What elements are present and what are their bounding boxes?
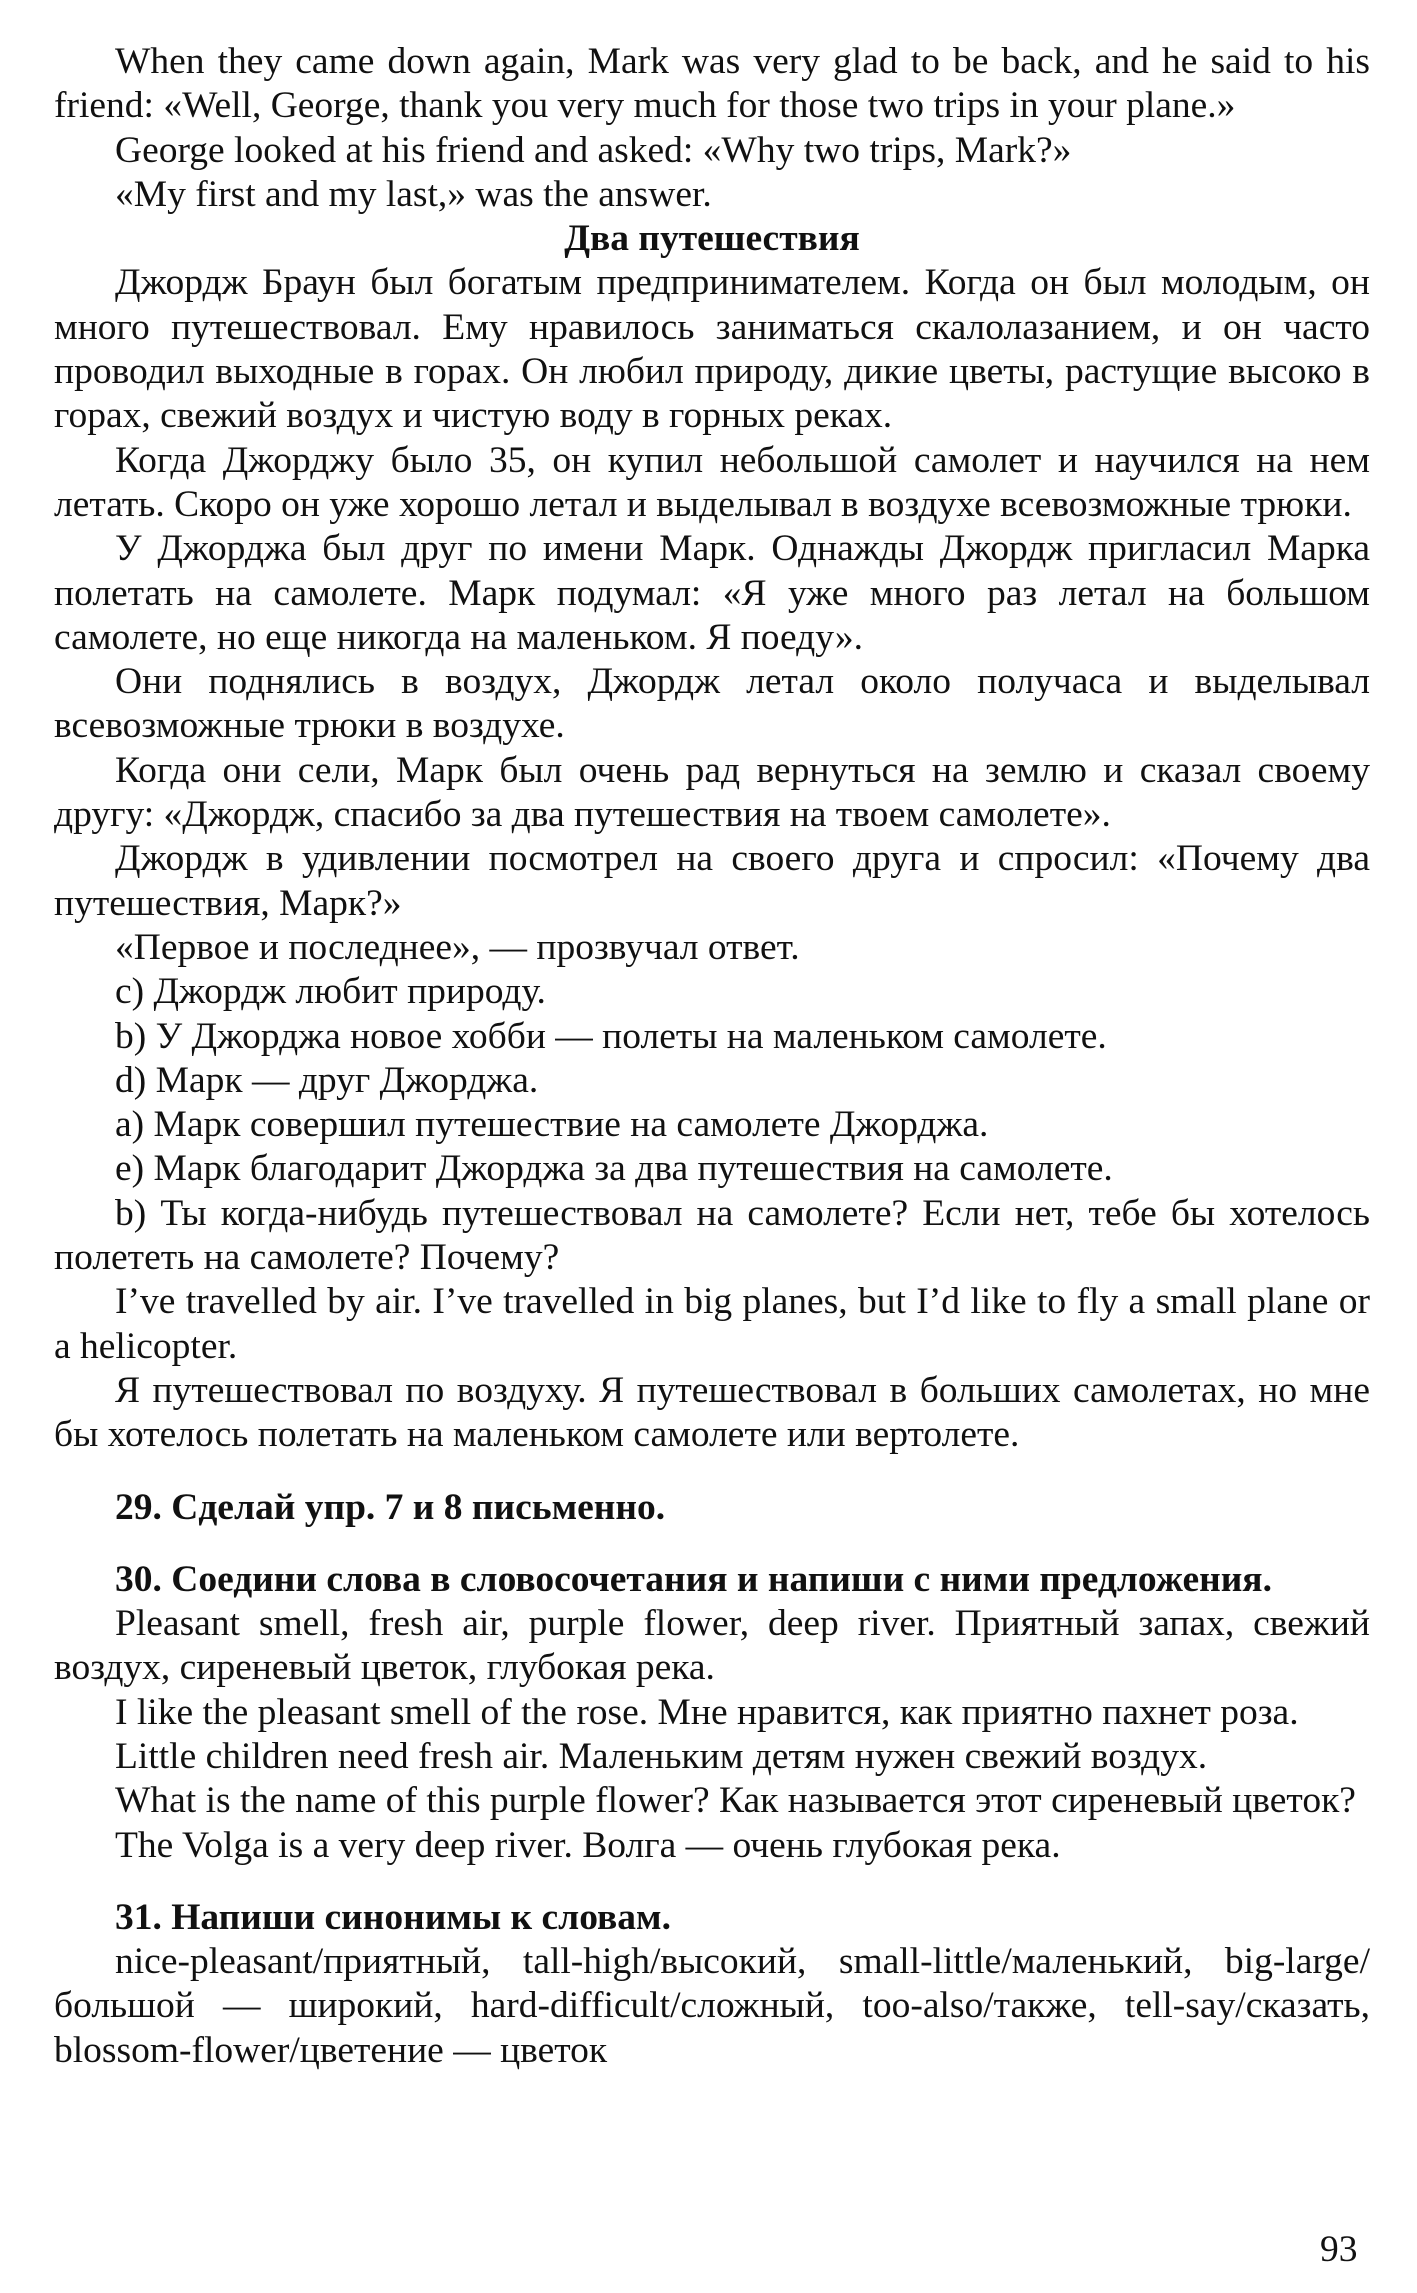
translation-paragraph: «Первое и последнее», — прозвучал ответ. (115, 926, 800, 968)
translation-paragraph: Джордж в удивлении посмотрел на своего друга и спросил: «Почему два путешествия, Марк?» (54, 838, 1370, 924)
page-content (54, 40, 1370, 2073)
task-30-line: I like the pleasant smell of the rose. Мне нравится, как приятно пахнет роза. (115, 1691, 1299, 1733)
answer-line: I’ve travelled by air. I’ve travelled in big planes, but I’d like to fly a small plane or a helicopter. (54, 1281, 1370, 1367)
answer-line: a) Марк совершил путешествие на самолете Джорджа. (115, 1104, 989, 1146)
answer-line: c) Джордж любит природу. (115, 971, 546, 1013)
task-29-heading: 29. Сделай упр. 7 и 8 письменно. (115, 1486, 666, 1528)
task-30-line: What is the name of this purple flower? Как называется этот сиреневый цветок? (115, 1780, 1356, 1822)
answer-line: Я путешествовал по воздуху. Я путешествовал в больших самолетах, но мне бы хотелось полетать на маленьком самолете или вертолете. (54, 1369, 1370, 1456)
task-30-heading: 30. Соедини слова в словосочетания и напиши с ними предложения. (115, 1558, 1272, 1600)
task-31-text: nice-pleasant/приятный, tall-high/высокий, small-little/маленький, big-large/большой — широкий, hard-difficult/сложный, too-also/также, tell-say/сказать, blossom-flower/цветение — цветок (54, 1941, 1370, 2071)
task-30-line: The Volga is a very deep river. Волга — очень глубокая река. (115, 1824, 1061, 1866)
translation-paragraph: Они поднялись в воздух, Джордж летал около получаса и выделывал всевозможные трюки в воздухе. (54, 661, 1370, 747)
translation-paragraph: Когда Джорджу было 35, он купил небольшой самолет и научился на нем летать. Скоро он уже хорошо летал и выделывал в воздухе всевозможные трюки. (54, 439, 1370, 525)
answer-line: e) Марк благодарит Джорджа за два путешествия на самолете. (115, 1148, 1113, 1190)
translation-paragraph: У Джорджа был друг по имени Марк. Однажды Джордж пригласил Марка полетать на самолете. Марк подумал: «Я уже много раз летал на большом самолете, но еще никогда на маленьком. Я поеду». (54, 528, 1370, 658)
translation-title: Два путешествия (564, 218, 860, 260)
story-paragraph: When they came down again, Mark was very glad to be back, and he said to his friend: «Well, George, thank you very much for those two trips in your plane.» (54, 41, 1370, 127)
answer-line: d) Марк — друг Джорджа. (115, 1059, 539, 1101)
story-paragraph: George looked at his friend and asked: «Why two trips, Mark?» (115, 129, 1072, 171)
page-number: 93 (1320, 2229, 1358, 2270)
translation-paragraph: Джордж Браун был богатым предпринимателем. Когда он был молодым, он много путешествовал. Ему нравилось заниматься скалолазанием, и он часто проводил выходные в горах. Он любил природу, дикие цветы, растущие высоко в горах, свежий воздух и чистую воду в горных реках. (54, 262, 1370, 437)
task-30-line: Little children need fresh air. Маленьким детям нужен свежий воздух. (115, 1735, 1208, 1777)
answer-line: b) У Джорджа новое хобби — полеты на маленьком самолете. (115, 1015, 1107, 1057)
task-31-heading: 31. Напиши синонимы к словам. (115, 1896, 671, 1938)
translation-paragraph: Когда они сели, Марк был очень рад вернуться на землю и сказал своему другу: «Джордж, спасибо за два путешествия на твоем самолете». (54, 749, 1370, 836)
answer-line: b) Ты когда-нибудь путешествовал на самолете? Если нет, тебе бы хотелось полететь на самолете? Почему? (54, 1192, 1370, 1279)
task-30-line: Pleasant smell, fresh air, purple flower, deep river. Приятный запах, свежий воздух, сиреневый цветок, глубокая река. (54, 1603, 1370, 1689)
story-paragraph: «My first and my last,» was the answer. (115, 173, 712, 215)
